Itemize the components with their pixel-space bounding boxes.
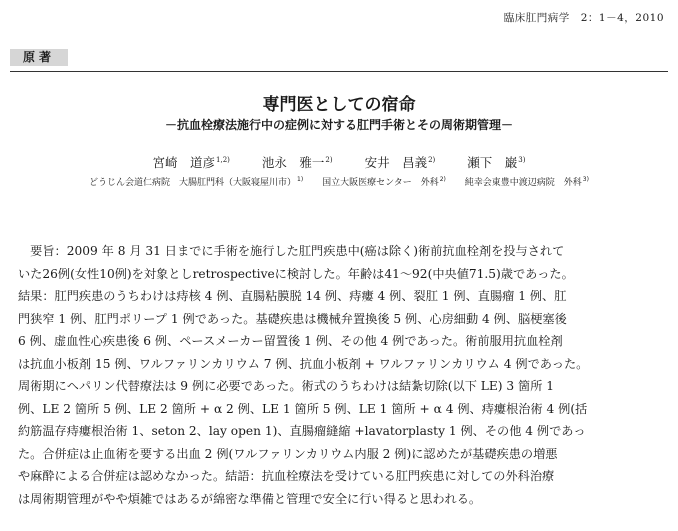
header-divider: [10, 71, 668, 72]
abstract-line: た。合併症は止血術を要する出血 2 例(ワルファリンカリウム内服 2 例)に認めたが基礎疾患の増悪: [18, 446, 558, 461]
author: [365, 153, 436, 171]
abstract-line: や麻酔による合併症は認めなかった。結語：抗血栓療法を受けている肛門疾患に対しての外科治療: [18, 469, 555, 483]
abstract-line: いた26例(女性10例)を対象としretrospectiveに検討した。年齢は41～92(中央値71.5)歳であった。: [18, 266, 574, 281]
section-label: 原著: [10, 49, 68, 66]
author: [467, 153, 525, 171]
abstract-line: 例、LE 2 箇所 5 例、LE 2 箇所 + α 2 例、LE 1 箇所 5 例、LE 1 箇所 + α 4 例、痔瘻根治術 4 例(括: [18, 401, 588, 416]
author-affiliation-mark: 3): [518, 155, 526, 164]
author-affiliation-mark: 2): [325, 155, 333, 164]
affiliation: [465, 175, 589, 188]
abstract-line: は抗血小板剤 15 例、ワルファリンカリウム 7 例、抗血小板剤 + ワルファリンカリウム 4 例であった。: [18, 356, 589, 371]
affiliation-mark: 3): [582, 176, 589, 183]
article-title: 専門医としての宿命: [262, 95, 416, 115]
affiliation-list: [0, 175, 678, 188]
affiliation-mark: 1): [297, 176, 304, 183]
abstract-line: 周術期にヘパリン代替療法は 9 例に必要であった。術式のうちわけは結紮切除(以下 LE) 3 箇所 1: [18, 379, 555, 393]
journal-reference: 臨床肛門病学 2：1－4，2010: [503, 12, 664, 24]
author: [262, 153, 333, 171]
abstract-line: 6 例、虚血性心疾患後 6 例、ペースメーカー留置後 1 例、その他 4 例であった。術前服用抗血栓剤: [18, 334, 563, 348]
author-name: 宮崎 道彦: [152, 155, 216, 170]
abstract-line: 約筋温存痔瘻根治術 1、seton 2、lay open 1)、直腸瘤縫縮 +lavatorplasty 1 例、その他 4 例であっ: [18, 424, 586, 438]
author-name: 安井 昌義: [364, 155, 428, 170]
abstract-line: は周術期管理がやや煩雑ではあるが綿密な準備と管理で安全に行い得ると思われる。: [18, 491, 482, 506]
abstract-line: 結果：肛門疾患のうちわけは痔核 4 例、直腸粘膜脱 14 例、痔瘻 4 例、裂肛 1 例、直腸瘤 1 例、肛: [18, 289, 567, 303]
author-list: [0, 153, 678, 171]
affiliation: [322, 175, 446, 188]
author-affiliation-mark: 2): [428, 155, 436, 164]
article-subtitle: －抗血栓療法施行中の症例に対する肛門手術とその周術期管理－: [164, 118, 513, 132]
abstract-line: 門狭窄 1 例、肛門ポリープ 1 例であった。基礎疾患は機械弁置換後 5 例、心房細動 4 例、脳梗塞後: [18, 311, 567, 326]
abstract-line: 要旨：2009 年 8 月 31 日までに手術を施行した肛門疾患中(癌は除く)術前抗血栓剤を投与されて: [18, 244, 565, 258]
author-name: 池永 雅一: [261, 155, 325, 170]
affiliation-text: どうじん会道仁病院 大腸肛門科（大阪寝屋川市）: [89, 178, 297, 188]
affiliation-mark: 2): [439, 176, 446, 183]
author-affiliation-mark: 1,2): [216, 155, 230, 164]
affiliation-text: 純幸会東豊中渡辺病院 外科: [464, 178, 582, 188]
affiliation: [89, 175, 303, 188]
abstract: [18, 240, 666, 510]
author: [153, 153, 230, 171]
author-name: 瀬下 巌: [467, 155, 518, 170]
affiliation-text: 国立大阪医療センター 外科: [322, 178, 439, 188]
